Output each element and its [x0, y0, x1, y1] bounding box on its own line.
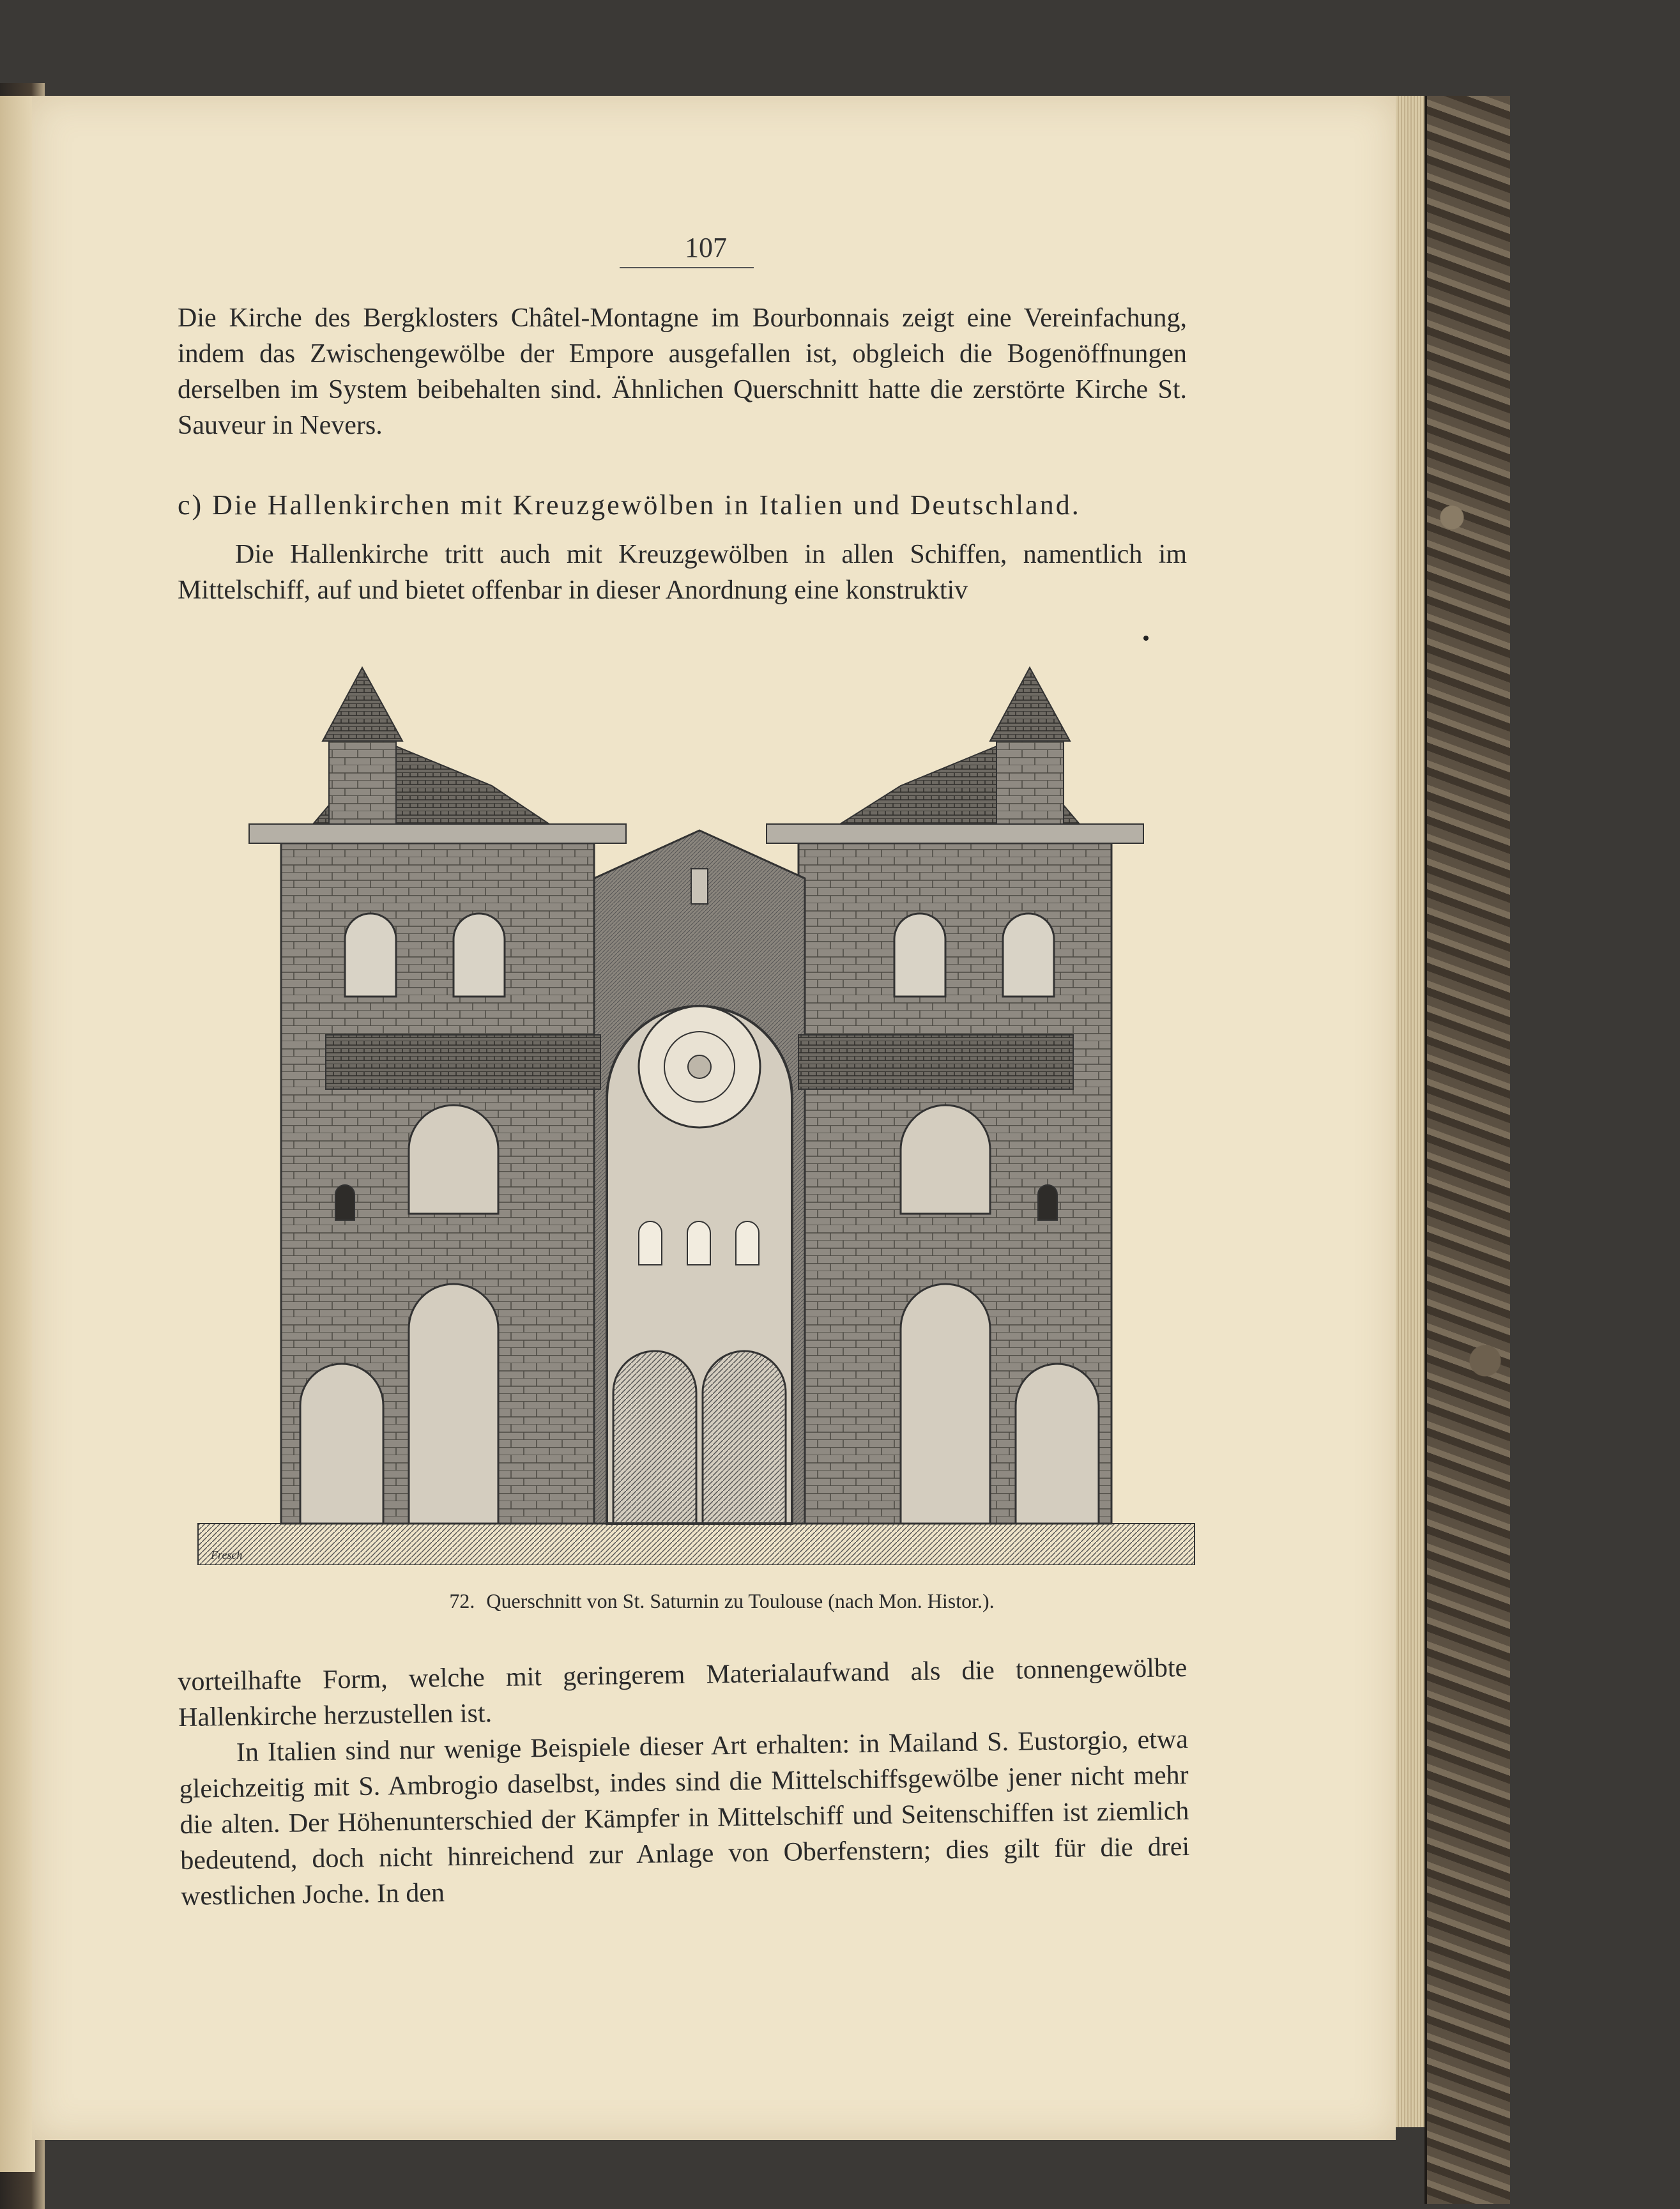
page-stack-edge [1393, 96, 1424, 2127]
figure-number: 72. [449, 1589, 475, 1612]
facing-page-edge [0, 96, 35, 2172]
paragraph-3 [178, 1650, 1190, 1915]
ground-hatch [198, 1524, 1195, 1565]
engraver-signature: Fresch [211, 1548, 243, 1561]
paragraph-2: Die Hallenkirche tritt auch mit Kreuzgewölben in allen Schiffen, namentlich im Mittelschiff, auf und bietet offenbar in dieser Anordnung eine konstruktiv [178, 540, 1187, 605]
right-portal [703, 1351, 786, 1524]
ink-dot [1143, 636, 1149, 641]
paragraph-1: Die Kirche des Bergklosters Châtel-Montagne im Bourbonnais zeigt eine Vereinfachung, indem das Zwischengewölbe der Empore ausgefallen ist, obgleich die Bogenöffnungen derselben im System beibehalten sind. Ähnlichen Querschnitt hatte die zerstörte Kirche St. Sauveur in Nevers. [178, 303, 1187, 440]
paragraph-3b: In Italien sind nur wenige Beispiele dieser Art erhalten: in Mailand S. Eustorgio, etwa gleichzeitig mit S. Ambrogio daselbst, indes sind die Mittelschiffsgewölbe jener nicht mehr die alten. Der Höhenunterschied der Kämpfer in Mittelschiff und Seitenschiffen ist ziemlich bedeutend, doch nicht hinreichend zur Anlage von Oberfenstern; dies gilt für die drei westlichen Joche. In den [179, 1724, 1190, 1911]
right-spire [990, 668, 1070, 741]
section-heading: c) Die Hallenkirchen mit Kreuzgewölben in Italien und Deutschland. [178, 489, 1081, 521]
figure-caption-text: Querschnitt von St. Saturnin zu Toulouse (nach Mon. Histor.). [486, 1589, 995, 1612]
marbled-cover-right [1424, 96, 1510, 2204]
figure-caption [370, 1589, 1073, 1613]
paragraph-3a: vorteilhafte Form, welche mit geringerem Materialaufwand als die tonnengewölbte Hallenkirche herzustellen ist. [178, 1653, 1187, 1732]
church-cross-section-figure [192, 658, 1201, 1565]
page-number-rule [620, 267, 754, 268]
page-number: 107 [685, 232, 727, 263]
left-spire [323, 668, 402, 741]
left-portal [613, 1351, 696, 1524]
